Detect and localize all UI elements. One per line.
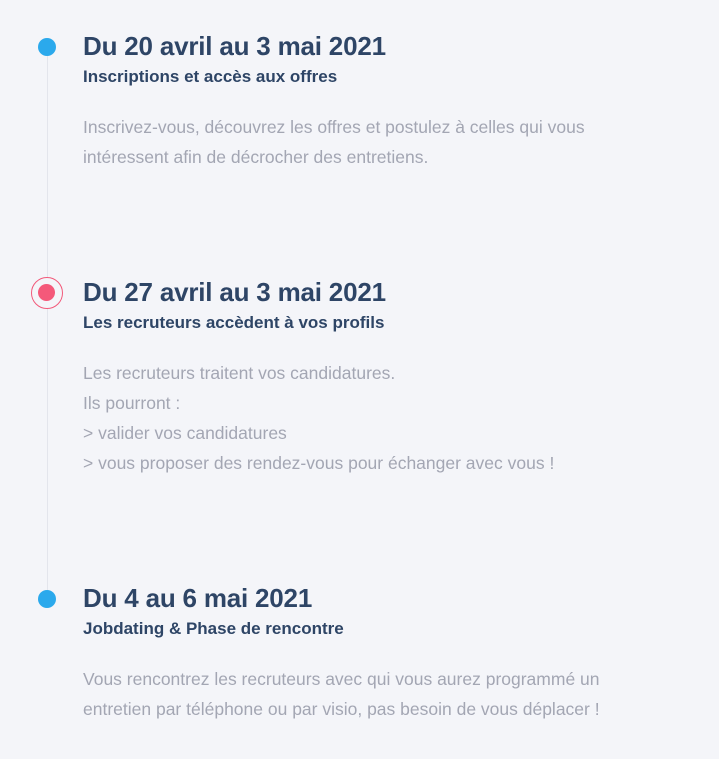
description-line: entretien par téléphone ou par visio, pas besoin de vous déplacer ! <box>83 699 600 719</box>
description-line: Inscrivez-vous, découvrez les offres et postulez à celles qui vous <box>83 117 585 137</box>
timeline-item <box>83 277 713 478</box>
timeline-date: Du 4 au 6 mai 2021 <box>83 583 313 613</box>
timeline-subtitle: Jobdating & Phase de rencontre <box>83 619 344 638</box>
timeline-item <box>83 31 713 172</box>
description-line: Ils pourront : <box>83 393 181 413</box>
timeline-dot-active-icon <box>31 277 63 309</box>
description-line: Vous rencontrez les recruteurs avec qui vous aurez programmé un <box>83 669 600 689</box>
timeline-date: Du 27 avril au 3 mai 2021 <box>83 277 386 307</box>
timeline-description <box>83 664 713 724</box>
description-line: intéressent afin de décrocher des entretiens. <box>83 147 429 167</box>
timeline-date: Du 20 avril au 3 mai 2021 <box>83 31 386 61</box>
timeline-subtitle: Inscriptions et accès aux offres <box>83 67 338 86</box>
description-line: Les recruteurs traitent vos candidatures. <box>83 363 396 383</box>
timeline-description <box>83 112 713 172</box>
timeline-description <box>83 358 713 478</box>
description-line: > valider vos candidatures <box>83 423 287 443</box>
description-line: > vous proposer des rendez-vous pour échanger avec vous ! <box>83 453 555 473</box>
timeline-item <box>83 583 713 724</box>
timeline-subtitle: Les recruteurs accèdent à vos profils <box>83 313 385 332</box>
timeline-line <box>47 47 48 599</box>
timeline-dot-icon <box>38 38 56 56</box>
timeline-dot-icon <box>38 590 56 608</box>
